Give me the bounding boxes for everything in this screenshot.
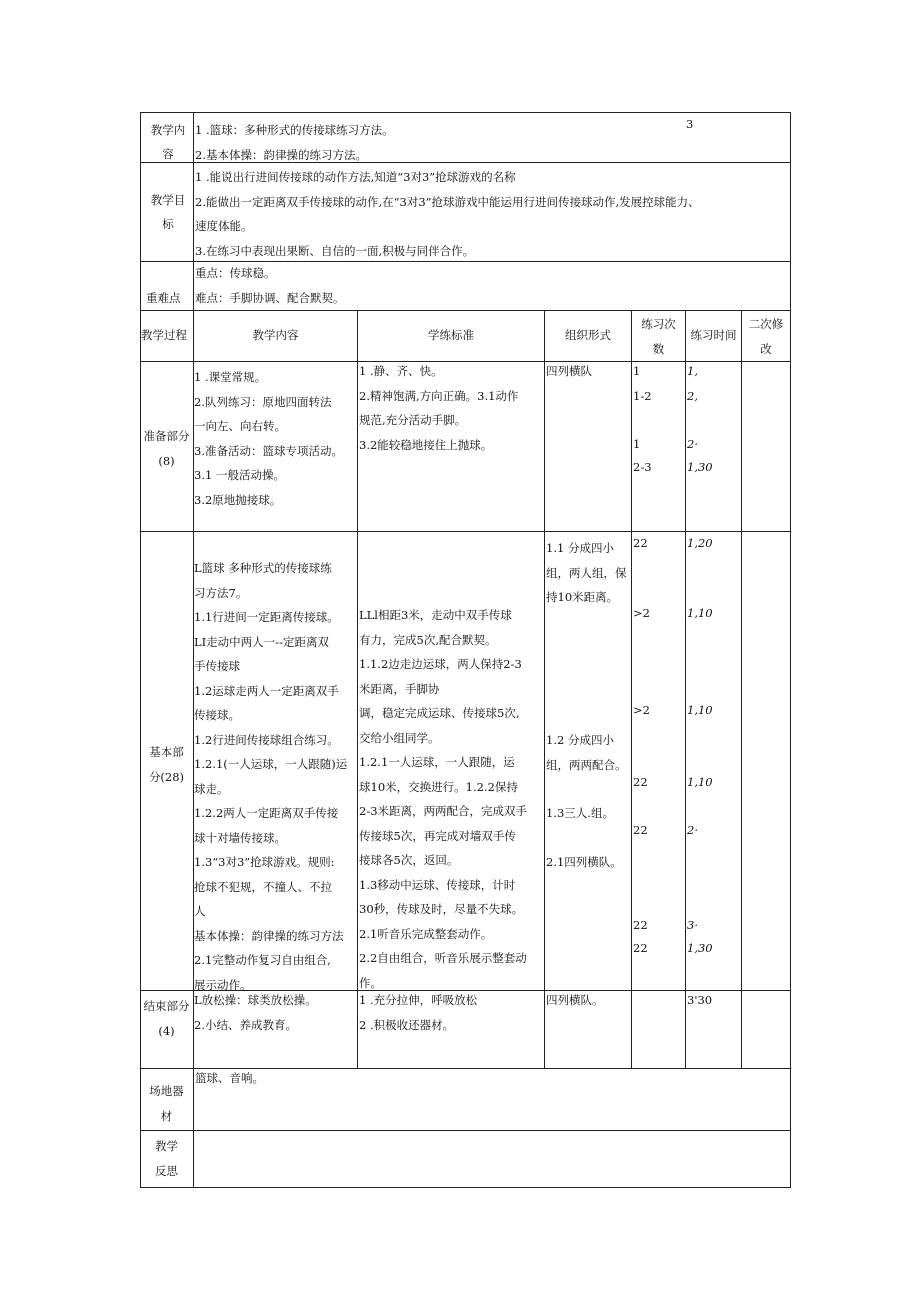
prep-org: 四列横队 (546, 364, 592, 378)
prep-label: 准备部分 (8) (143, 429, 190, 468)
header-count: 练习次 数 (641, 317, 676, 356)
header-process: 教学过程 (141, 328, 187, 342)
table-top-border (140, 112, 791, 113)
basic-time: 1,30 (687, 941, 713, 955)
basic-time: 3· (687, 918, 698, 932)
page-number: 3 (686, 117, 694, 131)
table-right-border (790, 112, 791, 1188)
basic-time: 1,10 (687, 703, 713, 717)
column-divider (357, 310, 358, 1068)
basic-time: 2· (687, 823, 698, 837)
header-content: 教学内容 (252, 328, 299, 342)
end-org: 四列横队。 (546, 993, 604, 1007)
prep-time: 2· (687, 437, 698, 451)
basic-org-3: 1.3三人.组。 (546, 806, 614, 820)
prep-standard: 1 .静、齐、快。 2.精神饱满,方向正确。3.1动作 规范,充分活动手脚。 3.2能较稳地接住上抛球。 (359, 364, 519, 452)
end-label: 结束部分 (4) (143, 999, 190, 1038)
prep-count: 1 (633, 364, 641, 378)
prep-time: 2, (687, 389, 698, 403)
prep-time: 1,30 (687, 460, 713, 474)
basic-label: 基本部 分(28) (148, 745, 185, 784)
column-divider (631, 310, 632, 1068)
basic-standard: LLl相距3米，走动中双手传球 有力，完成5次,配合默契。 1.1.2边走边运球，两人保持2-3 米距离，手脚协 调，稳定完成运球、传接球5次, 交给小组同学。 1.2.1一人运球，一人跟随，运 球10米，交换进行。1.2.2保持 2-3米距离，两两配合，完成双手 传接球5次，再完成对墙双手传 接球各5次，返回。 1.3移动中运球、传接球，计时 30秒，传球及时，尽量不失球。 2.1听音乐完成整套动作。 2.2自由组合，听音乐展示整套动 作。 (359, 608, 528, 990)
equipment-label: 场地器 材 (149, 1084, 184, 1123)
header-revision: 二次修 改 (748, 317, 784, 356)
column-divider (544, 310, 545, 1068)
basic-org-1: 1.1 分成四小 组，两人组，保 持10米距离。 (546, 541, 627, 604)
basic-org-4: 2.1四列横队。 (546, 855, 622, 869)
basic-count: >2 (633, 703, 650, 717)
prep-count: 1 (633, 437, 641, 451)
equipment-value: 篮球、音响。 (195, 1071, 264, 1085)
basic-count: 22 (633, 823, 648, 837)
goals-row-text: 1 .能说出行进间传接球的动作方法,知道“3对3”抢球游戏的名称 2.能做出一定距离双手传接球的动作,在“3对3”抢球游戏中能运用行进间传接球动作,发展控球能力、 速度体能。 3.在练习中表现出果断、自信的一面,积极与同伴合作。 (195, 170, 700, 258)
basic-count: 22 (633, 918, 648, 932)
end-time: 3'30 (687, 993, 713, 1007)
basic-org-2: 1.2 分成四小 组，两两配合。 (546, 733, 627, 772)
reflection-value[interactable] (195, 1134, 785, 1182)
goals-row-label: 教学目标 (150, 193, 186, 231)
prep-count: 1-2 (633, 389, 652, 403)
prep-time: 1, (687, 364, 698, 378)
content-row-text: 1 .篮球：多种形式的传接球练习方法。 2.基本体操：韵律操的练习方法。 (195, 123, 394, 162)
basic-count: 22 (633, 536, 648, 550)
basic-count: >2 (633, 606, 650, 620)
key-row-label: 重难点 (146, 291, 181, 305)
reflection-label: 教学 反思 (155, 1139, 178, 1178)
key-row-text: 重点：传球稳。 难点：手脚协调、配合默契。 (195, 266, 345, 305)
basic-count: 22 (633, 775, 648, 789)
end-content: L放松操：球类放松操。 2.小结、养成教育。 (194, 993, 317, 1032)
basic-time: 1,20 (687, 536, 713, 550)
content-row-label: 教学内容 (150, 123, 186, 161)
column-divider (685, 310, 686, 1068)
header-standard: 学练标准 (428, 328, 474, 342)
row-divider (140, 1130, 791, 1131)
basic-count: 22 (633, 941, 648, 955)
row-divider (140, 310, 791, 311)
table-bottom-border (140, 1187, 791, 1188)
end-standard: 1 .充分拉伸，呼吸放松 2 .积极收还器材。 (359, 993, 478, 1032)
column-divider (741, 310, 742, 1068)
basic-time: 1,10 (687, 606, 713, 620)
header-org: 组织形式 (565, 328, 611, 342)
prep-count: 2-3 (633, 460, 652, 474)
basic-time: 1,10 (687, 775, 713, 789)
basic-content: L篮球 多种形式的传接球练 习方法7。 1.1行进间一定距离传接球。 LI走动中两人一--定距离双 手传接球 1.2运球走两人一定距离双手 传接球。 1.2行进间传接球组合练习。 1.2.1(一人运球，一人跟随)运 球走。 1.2.2两人一定距离双手传接 球十对墙传接球。 1.3“3对3”抢球游戏。规则: 抢球不犯规，不撞人、不拉 人 基本体操：韵律操的练习方法 2.1完整动作复习自由组合, 展示动作。 (194, 561, 348, 992)
header-time: 练习时间 (690, 328, 737, 342)
prep-content: 1 .课堂常规。 2.队列练习：原地四面转法 一向左、向右转。 3.准备活动：篮球专项活动。 3.1 一般活动操。 3.2原地抛接球。 (194, 370, 343, 507)
